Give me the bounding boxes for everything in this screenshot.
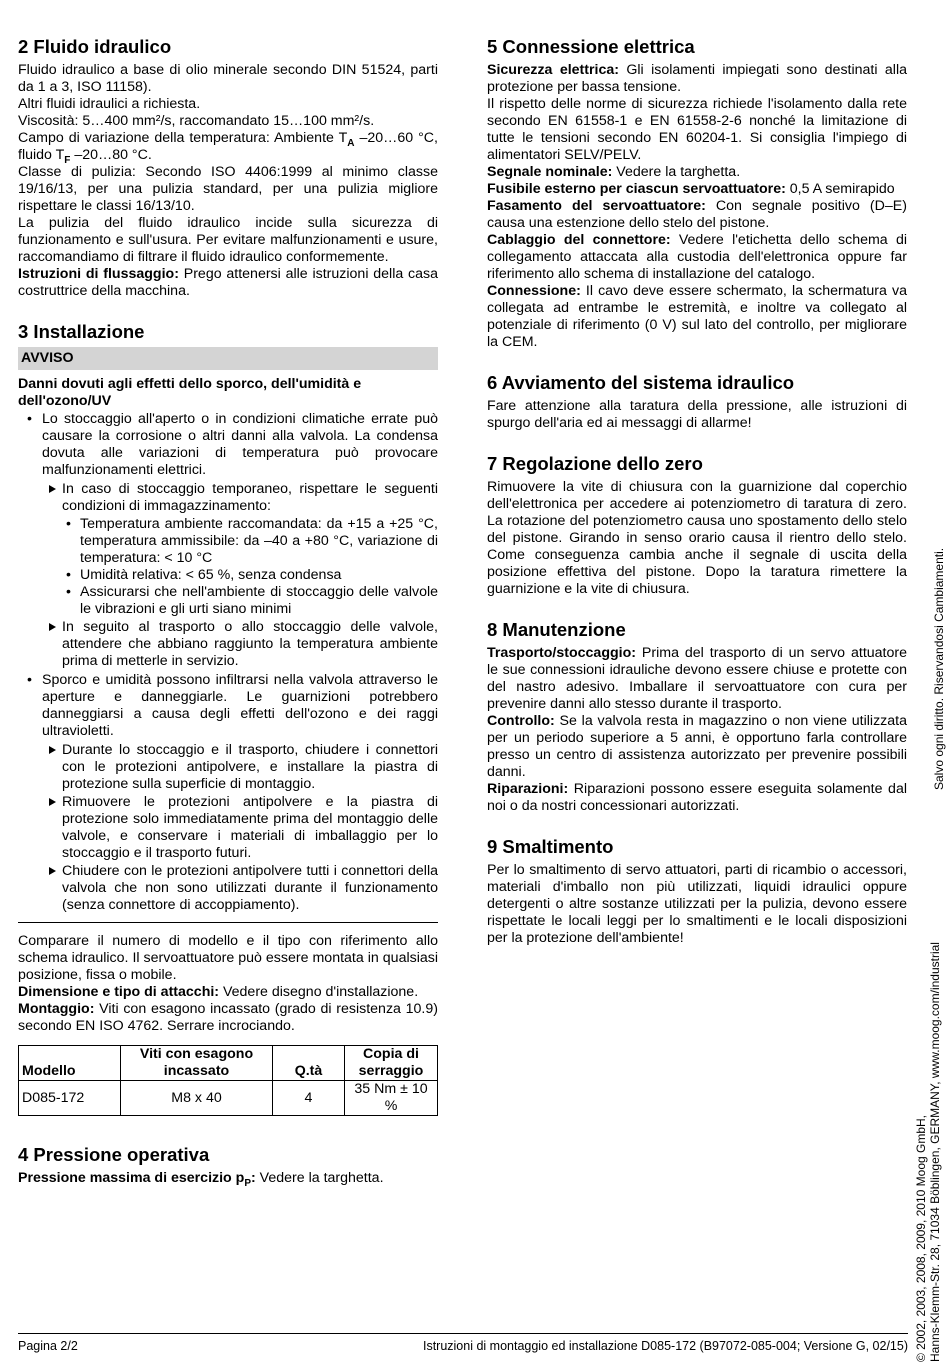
- paragraph: Cablaggio del connettore: Vedere l'etichetta dello schema di collegamento attaccata alla custodia dell'elettronica oppure far riferimento allo schema di installazione del catalogo.: [487, 232, 907, 282]
- table-cell: M8 x 40: [121, 1081, 273, 1116]
- right-column: [487, 36, 907, 968]
- bullet-icon: •: [27, 411, 32, 427]
- section-title: 3 Installazione: [18, 321, 145, 342]
- table-row: [19, 1081, 438, 1116]
- sub-item: • Assicurarsi che nell'ambiente di stoccaggio delle valvole le vibrazioni e gli urti siano minimi: [66, 584, 438, 617]
- paragraph: Sicurezza elettrica: Gli isolamenti impiegati sono destinati alla protezione per bassa tensione.: [487, 62, 907, 95]
- paragraph: Connessione: Il cavo deve essere schermato, la schermatura va collegata ad entrambe le estremità, e inoltre va collegato al potenziale di riferimento (0 V) sul lato del controllo, per migliorare la CEM.: [487, 283, 907, 350]
- paragraph-mounting: Montaggio: Viti con esagono incassato (grado di resistenza 10.9) secondo EN ISO 4762. Serrare incrociando.: [18, 1001, 438, 1034]
- notice-list: [18, 411, 438, 914]
- paragraph: La pulizia del fluido idraulico incide sulla sicurezza di funzionamento e sull'usura. Per evitare malfunzionamenti e usure, raccomandiamo di filtrare il fluido idraulico conformemente.: [18, 215, 438, 265]
- paragraph: Classe di pulizia: Secondo ISO 4406:1999 al minimo classe 19/16/13, per una pulizia standard, per una pulizia migliore rispettare le classi 16/13/10.: [18, 164, 438, 214]
- page-number: Pagina 2/2: [18, 1339, 78, 1353]
- bullet-icon: •: [66, 516, 71, 532]
- copyright-note: © 2002, 2003, 2008, 2009, 2010 Moog GmbH, Hanns-Klemm-Str. 28, 71034 Böblingen, GERMANY, www.moog.com/industrial: [914, 942, 942, 1362]
- notice-bar: AVVISO: [18, 347, 438, 370]
- section-operating-pressure: [18, 1144, 438, 1187]
- section-title: 9 Smaltimento: [487, 836, 614, 857]
- section-zero-adjustment: [487, 453, 907, 598]
- paragraph: Fusibile esterno per ciascun servoattuatore: 0,5 A semirapido: [487, 181, 895, 197]
- step-item: Chiudere con le protezioni antipolvere tutti i connettori della valvola che non sono utilizzati durante il funzionamento (senza connettore di accoppiamento).: [42, 863, 438, 914]
- sub-list: [62, 516, 438, 618]
- section-electrical-connection: [487, 36, 907, 351]
- paragraph: Controllo: Se la valvola resta in magazzino o non viene utilizzata per un periodo superiore a 5 anni, è opportuno farla controllare presso un centro di assistenza autorizzato per prevenire possibili danni.: [487, 713, 907, 780]
- paragraph: Comparare il numero di modello e il tipo con riferimento allo schema idraulico. Il servoattuatore può essere montata in qualsiasi posizione, fissa o mobile.: [18, 933, 438, 983]
- table-header-row: [19, 1046, 438, 1081]
- table-cell: D085-172: [19, 1081, 121, 1116]
- paragraph: Fluido idraulico a base di olio minerale secondo DIN 51524, parti da 1 a 3, ISO 11158).: [18, 62, 438, 95]
- paragraph: Trasporto/stoccaggio: Prima del trasporto di un servo attuatore le sue connessioni idrauliche devono essere chiuse e protette con del nastro adesivo. Imballare il servoattuatore con cura per prevenire danni allo stesso durante il trasporto.: [487, 645, 907, 712]
- column-header: Modello: [19, 1046, 121, 1081]
- paragraph: Rimuovere la vite di chiusura con la guarnizione dal coperchio dell'elettronica per accedere ai potenziometro di taratura di zero. La rotazione del potenziometro causa uno spostamento dello stelo del pistone. Girando in senso orario causa il rientro dello stelo. Come conseguenza cambia anche il segnale di uscita della posizione effettiva del pistone. Dopo la taratura rimettere la guarnizione e la vite di chiusura.: [487, 479, 907, 597]
- bullet-icon: •: [66, 567, 71, 583]
- triangle-arrow-icon: [49, 746, 56, 754]
- paragraph: Altri fluidi idraulici a richiesta.: [18, 96, 201, 112]
- section-title: 7 Regolazione dello zero: [487, 453, 703, 474]
- notice-title: Danni dovuti agli effetti dello sporco, dell'umidità e dell'ozono/UV: [18, 376, 362, 409]
- paragraph: Fasamento del servoattuatore: Con segnale positivo (D–E) causa una estenzione dello stelo del pistone.: [487, 198, 907, 231]
- step-item: In caso di stoccaggio temporaneo, rispettare le seguenti condizioni di immagazzinamento: • Temperatura ambiente raccomandata: da +15 a +25 °C, temperatura ammissibile: da –40 a +80 °C, variazione di temperatura: < 10 °C • Umidità relativa: < 65 %, senza condensa • Assicurarsi che nell'ambiente di stoccaggio delle valvole le vibrazioni e gli urti siano minimi: [42, 481, 438, 618]
- step-item: Durante lo stoccaggio e il trasporto, chiudere i connettori con le protezioni antipolvere, e installare la piastra di protezione sulla superficie di montaggio.: [42, 742, 438, 793]
- paragraph: Il rispetto delle norme di sicurezza richiede l'isolamento dalla rete secondo EN 61558-1 e EN 61558-2-6 nonché la limitazione di tutte le tensioni secondo EN 60204-1. Si consiglia l'impiego di alimentatori SELV/PELV.: [487, 96, 907, 163]
- table-cell: 35 Nm ± 10 %: [345, 1081, 438, 1116]
- table-cell: 4: [273, 1081, 345, 1116]
- triangle-arrow-icon: [49, 867, 56, 875]
- triangle-arrow-icon: [49, 798, 56, 806]
- notice-end-divider: [18, 922, 438, 923]
- sub-item: • Umidità relativa: < 65 %, senza condensa: [66, 567, 342, 583]
- list-item: • Lo stoccaggio all'aperto o in condizioni climatiche errate può causare la corrosione o altri danni alla valvola. La condensa dovuta alle variazioni di temperatura può provocare malfunzionamenti elettrici. In caso di stoccaggio temporaneo, rispettare le seguenti condizioni di immagazzinamento: • Temperatura ambiente raccomandata: da +15 a +25 °C, temperatura ammissibile: da –40 a +80 °C, variazione di temperatura: < 10 °C • Umidità relativa: < 65 %, senza condensa • Assicurarsi che nell'ambiente di stoccaggio delle valvole le vibrazioni e gli urti siano minimi In seguito al trasporto o allo stoccaggio delle valvole, attendere che abbiano raggiunto la temperatura ambiente prima di metterle in servizio.: [27, 411, 438, 669]
- section-title: 6 Avviamento del sistema idraulico: [487, 372, 795, 393]
- left-column: [18, 36, 438, 1208]
- paragraph-flushing: Istruzioni di flussaggio: Prego attenersi alle istruzioni della casa costruttrice della macchina.: [18, 266, 439, 299]
- column-header: Copia di serraggio: [345, 1046, 438, 1081]
- step-item: In seguito al trasporto o allo stoccaggio delle valvole, attendere che abbiano raggiunto la temperatura ambiente prima di metterle in servizio.: [42, 619, 438, 670]
- section-hydraulic-startup: [487, 372, 907, 432]
- step-list: [42, 742, 438, 914]
- step-list: [42, 481, 438, 670]
- paragraph-temperature: Campo di variazione della temperatura: Ambiente $T_A$ –20…60 °C, fluido $T_F$ –20…80 °C.: [18, 130, 438, 166]
- triangle-arrow-icon: [49, 485, 56, 493]
- mounting-screws-table: [18, 1045, 438, 1116]
- section-title: 2 Fluido idraulico: [18, 36, 172, 57]
- paragraph: Fare attenzione alla taratura della pressione, alle istruzioni di spurgo dell'aria ed ai messaggi di allarme!: [487, 398, 907, 431]
- column-header: Viti con esagono incassato: [121, 1046, 273, 1081]
- section-disposal: [487, 836, 907, 947]
- section-title: 8 Manutenzione: [487, 619, 626, 640]
- paragraph-pressure: Pressione massima di esercizio $p_P$: Vedere la targhetta.: [18, 1170, 384, 1189]
- footer-divider: [18, 1333, 908, 1334]
- triangle-arrow-icon: [49, 623, 56, 631]
- section-installation: [18, 321, 438, 1116]
- document-reference: Istruzioni di montaggio ed installazione D085-172 (B97072-085-004; Versione G, 02/15): [422, 1339, 908, 1353]
- section-maintenance: [487, 619, 907, 815]
- paragraph-dimension: Dimensione e tipo di attacchi: Vedere disegno d'installazione.: [18, 984, 419, 1000]
- step-item: Rimuovere le protezioni antipolvere e la piastra di protezione solo immediatamente prima del montaggio delle valvole, e conservare i materiali di imballaggio per lo stoccaggio e il trasporto futuri.: [42, 794, 438, 862]
- bullet-icon: •: [66, 584, 71, 600]
- column-header: Q.tà: [273, 1046, 345, 1081]
- paragraph: Riparazioni: Riparazioni possono essere eseguita solamente dal noi o da nostri concessionari autorizzati.: [487, 781, 907, 814]
- paragraph: Viscosità: 5…400 mm²/s, raccomandato 15…100 mm²/s.: [18, 113, 375, 129]
- section-hydraulic-fluid: [18, 36, 438, 300]
- paragraph: Per lo smaltimento di servo attuatori, parti di ricambio o accessori, materiali d'imballo non più utilizzati, liquidi idraulici oppure detergenti o altre sostanze utilizzati per la pulizia, devono essere rispettate le locali leggi per lo smaltimenti e le locali disposizioni per la protezione dell'ambiente!: [487, 862, 907, 946]
- section-title: 5 Connessione elettrica: [487, 36, 695, 57]
- list-item: • Sporco e umidità possono infiltrarsi nella valvola attraverso le aperture e danneggiarle. Le guarnizioni potrebbero danneggiarsi a causa degli effetti dell'ozono e dei raggi ultravioletti. Durante lo stoccaggio e il trasporto, chiudere i connettori con le protezioni antipolvere, e installare la piastra di protezione sulla superficie di montaggio. Rimuovere le protezioni antipolvere e la piastra di protezione solo immediatamente prima del montaggio delle valvole, e conservare i materiali di imballaggio per lo stoccaggio e il trasporto futuri. Chiudere con le protezioni antipolvere tutti i connettori della valvola che non sono utilizzati durante il funzionamento (senza connettore di accoppiamento).: [27, 672, 438, 913]
- rights-reserved-note: Salvo ogni diritto. Riservandosi Cambiamenti.: [932, 547, 946, 790]
- sub-item: • Temperatura ambiente raccomandata: da +15 a +25 °C, temperatura ammissibile: da –40 a +80 °C, variazione di temperatura: < 10 °C: [66, 516, 438, 566]
- section-title: 4 Pressione operativa: [18, 1144, 210, 1165]
- bullet-icon: •: [27, 672, 32, 688]
- paragraph: Segnale nominale: Vedere la targhetta.: [487, 164, 741, 180]
